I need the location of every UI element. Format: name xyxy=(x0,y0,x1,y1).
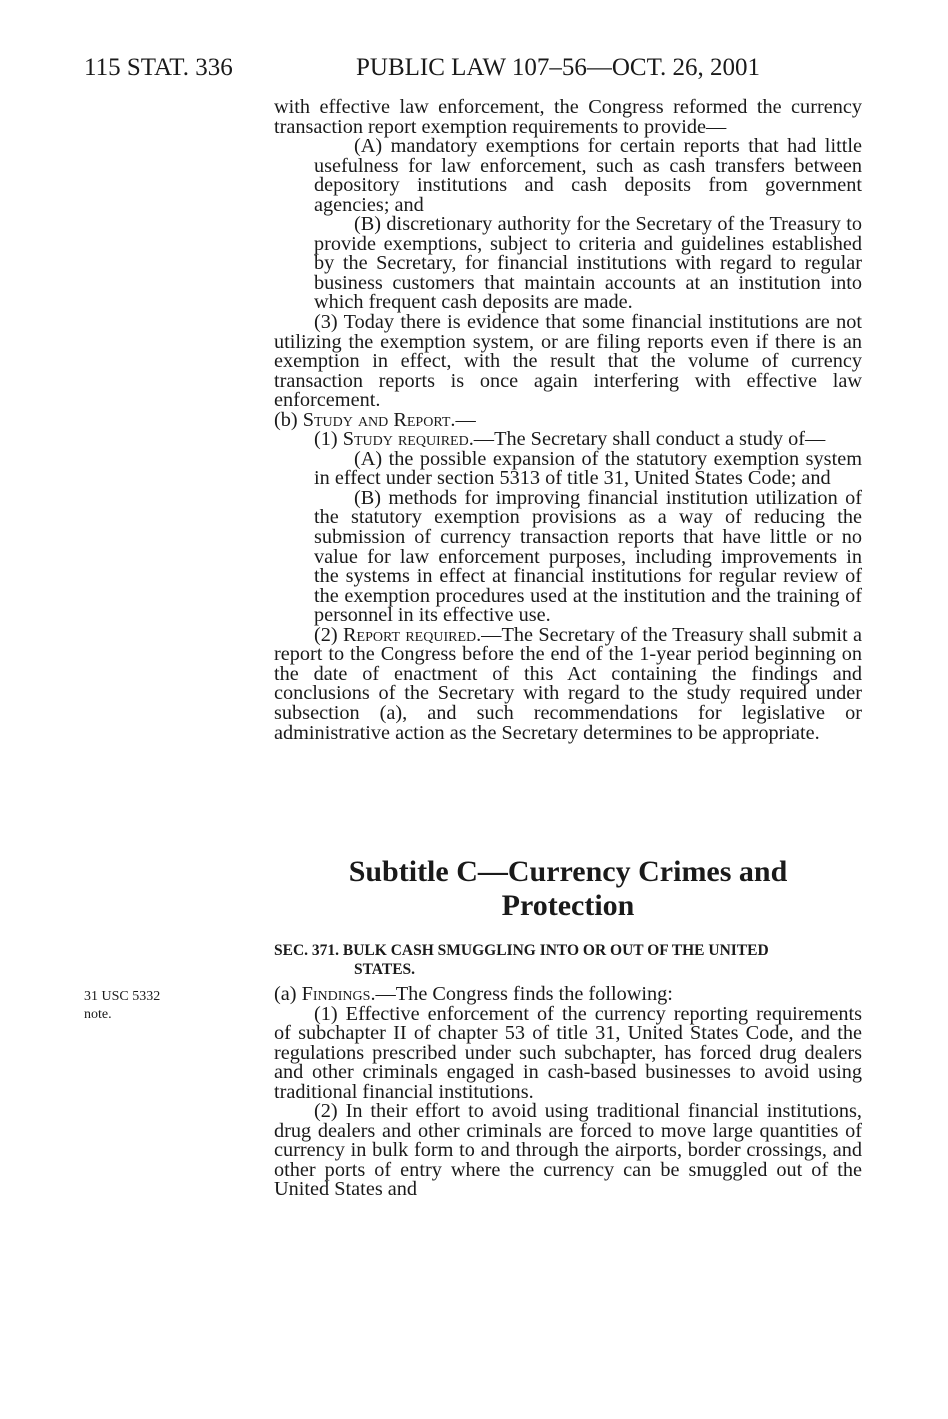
subsection-b-heading: (b) Study and Report.— xyxy=(274,408,476,431)
section-heading-line-1: SEC. 371. BULK CASH SMUGGLING INTO OR OUT OF THE UNITED xyxy=(274,942,769,959)
body-text-lower xyxy=(274,985,862,1200)
paragraph-b1A: (A) the possible expansion of the statutory exemption system in effect under section 5313 of title 31, United States Code; and xyxy=(314,447,862,490)
finding-2: (2) In their effort to avoid using traditional financial institutions, drug dealers and other criminals are forced to move large quantities of currency in bulk form to and through the airports, border crossings, and other ports of entry where the currency can be smuggled out of the United States and xyxy=(274,1100,862,1201)
body-text-upper xyxy=(274,98,862,743)
subtitle-heading xyxy=(274,855,862,923)
paragraph-b2-title: Report required xyxy=(342,623,477,646)
paragraph-B: (B) discretionary authority for the Secretary of the Treasury to provide exemptions, subject to criteria and guidelines established by the Secretary, for financial institutions with regard to regular business customers that maintain accounts at an institution into which frequent cash deposits are made. xyxy=(314,213,862,314)
paragraph-3: (3) Today there is evidence that some financial institutions are not utilizing the exemption system, or are filing reports even if there is an exemption in effect, with the result that the volume of currency transaction reports is once again interfering with effective law enforcement. xyxy=(274,311,862,412)
paragraph: with effective law enforcement, the Congress reformed the currency transaction report exemption requirements to provide— xyxy=(274,96,862,138)
paragraph-b1-title: Study required xyxy=(342,428,469,451)
running-title: PUBLIC LAW 107–56—OCT. 26, 2001 xyxy=(356,54,761,81)
paragraph-b1: (1) Study required.—The Secretary shall conduct a study of— xyxy=(314,428,826,451)
paragraph-b1B: (B) methods for improving financial institution utilization of the statutory exemption provisions as a way of reducing the submission of currency transaction reports that have little or no value for law enforcement purposes, including improvements in the systems in effect at financial institutions for regular review of the exemption procedures used at the institution and the training of personnel in its effective use. xyxy=(314,486,862,627)
subtitle-line-1: Subtitle C—Currency Crimes and xyxy=(348,855,788,888)
paragraph-A: (A) mandatory exemptions for certain reports that had little usefulness for law enforcement, such as cash transfers between depository institutions and cash deposits from government agencies; and xyxy=(314,135,862,216)
section-heading xyxy=(274,941,862,979)
margin-note-citation: 31 USC 5332 xyxy=(84,989,161,1004)
statute-page-number: 115 STAT. 336 xyxy=(84,54,233,81)
subsection-b-title: Study and Report xyxy=(302,408,451,431)
margin-note xyxy=(84,988,204,1024)
paragraph-b2: (2) Report required.—The Secretary of the Treasury shall submit a report to the Congress before the end of the 1-year period beginning on the date of enactment of this Act containing the findings and conclusions of the Secretary with regard to the study required under subsection (a), and such recommendations for legislative or administrative action as the Secretary determines to be appropriate. xyxy=(274,623,863,744)
subtitle-line-2: Protection xyxy=(501,889,635,922)
margin-note-label: note. xyxy=(84,1007,112,1022)
subsection-a-title: Findings xyxy=(301,983,371,1005)
finding-1: (1) Effective enforcement of the currency reporting requirements of subchapter II of chapter 53 of title 31, United States Code, and the regulations prescribed under such subchapter, has forced drug dealers and other criminals engaged in cash-based businesses to avoid using traditional financial institutions. xyxy=(274,1002,862,1103)
subsection-a-heading: (a) Findings.—The Congress finds the following: xyxy=(274,983,673,1005)
page-header xyxy=(0,48,948,88)
section-heading-line-2: STATES. xyxy=(354,961,416,978)
